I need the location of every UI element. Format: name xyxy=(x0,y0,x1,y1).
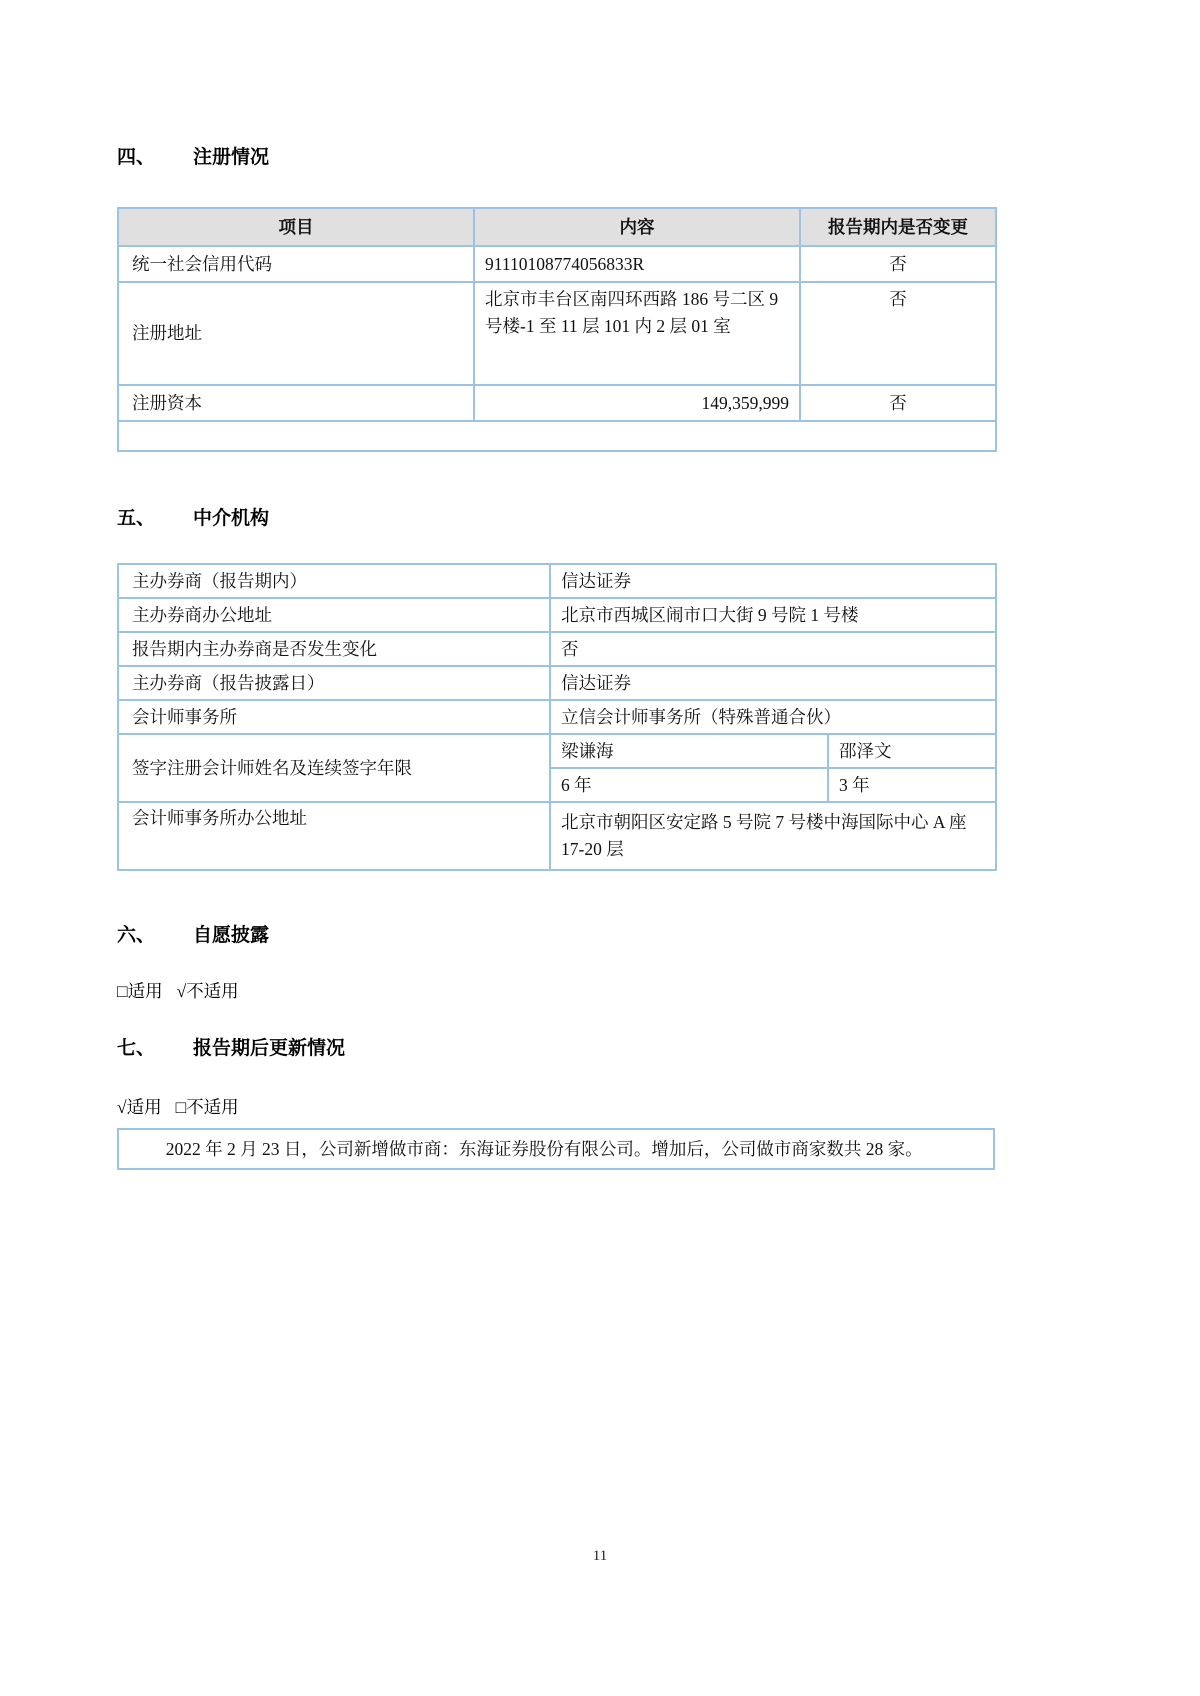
broker-address-label: 主办券商办公地址 xyxy=(118,598,550,632)
check-icon: √ xyxy=(176,981,187,1001)
section-intermediary-title: 中介机构 xyxy=(193,508,270,529)
broker-disclosure-value: 信达证券 xyxy=(550,666,996,700)
section-intermediary-number: 五、 xyxy=(117,508,156,529)
not-apply-label: 不适用 xyxy=(186,1097,239,1117)
page-number: 11 xyxy=(592,1548,608,1564)
not-apply-label: 不适用 xyxy=(186,981,239,1001)
table-row xyxy=(118,734,996,768)
table-row-empty xyxy=(118,421,996,451)
table-row xyxy=(118,246,996,282)
firm-office-address-label: 会计师事务所办公地址 xyxy=(118,802,550,870)
registered-capital-label: 注册资本 xyxy=(118,385,474,421)
apply-label: 适用 xyxy=(126,1097,162,1117)
table-row xyxy=(118,598,996,632)
checkbox-unchecked-icon: □ xyxy=(175,1097,187,1117)
section-voluntary-number: 六、 xyxy=(117,925,156,946)
accountant-2-years: 3 年 xyxy=(828,768,996,802)
section-registration-title: 注册情况 xyxy=(193,147,270,168)
registration-header-content: 内容 xyxy=(474,208,800,246)
section-registration-heading xyxy=(117,145,995,171)
post-period-note-table xyxy=(117,1128,995,1170)
accounting-firm-label: 会计师事务所 xyxy=(118,700,550,734)
post-period-note: 2022 年 2 月 23 日，公司新增做市商：东海证券股份有限公司。增加后，公司做市商家数共 28 家。 xyxy=(118,1129,994,1169)
accountant-1-name: 梁谦海 xyxy=(550,734,828,768)
registered-address-value: 北京市丰台区南四环西路 186 号二区 9 号楼-1 至 11 层 101 内 2 层 01 室 xyxy=(474,282,800,385)
credit-code-label: 统一社会信用代码 xyxy=(118,246,474,282)
registered-address-changed: 否 xyxy=(800,282,996,385)
registration-header-item: 项目 xyxy=(118,208,474,246)
table-row xyxy=(118,1129,994,1169)
credit-code-value: 91110108774056833R xyxy=(474,246,800,282)
intermediary-table xyxy=(117,563,997,871)
accounting-firm-value: 立信会计师事务所（特殊普通合伙） xyxy=(550,700,996,734)
broker-change-label: 报告期内主办券商是否发生变化 xyxy=(118,632,550,666)
checkbox-unchecked-icon: □ xyxy=(117,981,128,1001)
firm-office-address-value: 北京市朝阳区安定路 5 号院 7 号楼中海国际中心 A 座 17-20 层 xyxy=(550,802,996,870)
section-voluntary-title: 自愿披露 xyxy=(193,925,270,946)
credit-code-changed: 否 xyxy=(800,246,996,282)
broker-disclosure-label: 主办券商（报告披露日） xyxy=(118,666,550,700)
signing-accountants-label: 签字注册会计师姓名及连续签字年限 xyxy=(118,734,550,802)
empty-cell xyxy=(118,421,996,451)
accountant-1-years: 6 年 xyxy=(550,768,828,802)
registration-table-header-row xyxy=(118,208,996,246)
accountant-2-name: 邵泽文 xyxy=(828,734,996,768)
section-voluntary-heading xyxy=(117,923,995,949)
section-post-period-title: 报告期后更新情况 xyxy=(193,1038,346,1059)
table-row xyxy=(118,564,996,598)
sponsor-broker-value: 信达证券 xyxy=(550,564,996,598)
post-period-applicability-line xyxy=(117,1092,995,1122)
table-row xyxy=(118,666,996,700)
table-row xyxy=(118,632,996,666)
table-row xyxy=(118,700,996,734)
page-content xyxy=(117,0,995,1170)
registered-capital-value: 149,359,999 xyxy=(474,385,800,421)
section-intermediary-heading xyxy=(117,506,995,532)
registered-capital-changed: 否 xyxy=(800,385,996,421)
voluntary-applicability-line xyxy=(117,976,995,1006)
registration-header-changed: 报告期内是否变更 xyxy=(800,208,996,246)
registration-table xyxy=(117,207,997,452)
table-row xyxy=(118,282,996,385)
table-row xyxy=(118,802,996,870)
sponsor-broker-label: 主办券商（报告期内） xyxy=(118,564,550,598)
broker-address-value: 北京市西城区闹市口大街 9 号院 1 号楼 xyxy=(550,598,996,632)
table-row xyxy=(118,385,996,421)
check-icon: √ xyxy=(117,1097,127,1117)
registered-address-label: 注册地址 xyxy=(118,282,474,385)
apply-label: 适用 xyxy=(127,981,163,1001)
section-post-period-heading xyxy=(117,1036,995,1062)
broker-change-value: 否 xyxy=(550,632,996,666)
section-registration-number: 四、 xyxy=(117,147,156,168)
section-post-period-number: 七、 xyxy=(117,1038,156,1059)
